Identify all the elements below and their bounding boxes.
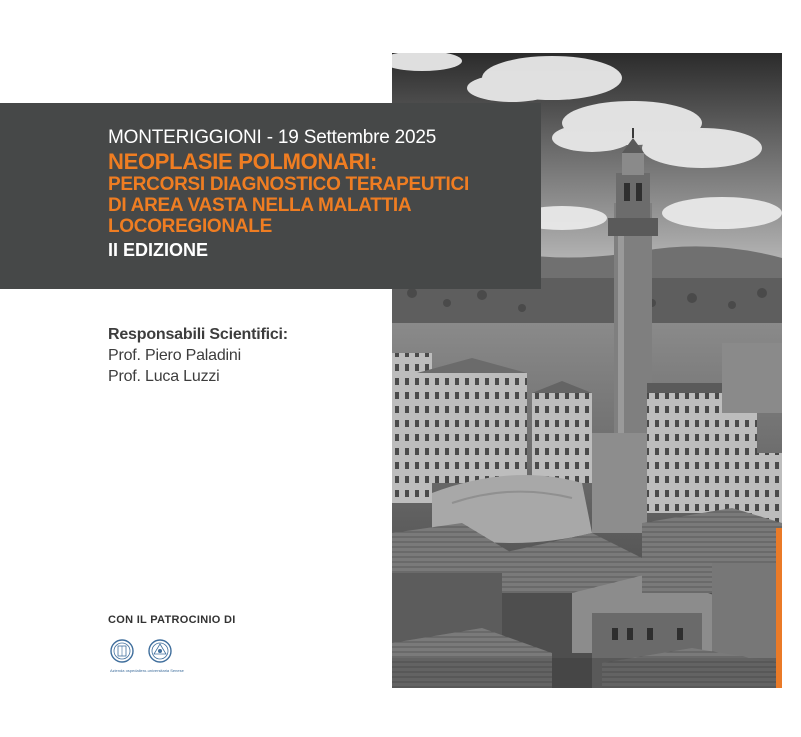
edition-label: II EDIZIONE: [108, 240, 209, 260]
accent-strip: [776, 528, 782, 688]
university-seal-icon: [149, 640, 171, 662]
banner-content: [108, 127, 529, 261]
event-date-location: MONTERIGGIONI - 19 Settembre 2025: [108, 127, 437, 148]
patronage-label: CON IL PATROCINIO DI: [108, 614, 236, 626]
event-title-line-1: NEOPLASIE POLMONARI:: [108, 149, 378, 174]
responsible-name-2: Prof. Luca Luzzi: [108, 368, 220, 385]
responsibles-heading: Responsabili Scientifici:: [108, 326, 288, 343]
event-title-line-2: PERCORSI DIAGNOSTICO TERAPEUTICI: [108, 174, 469, 195]
scientific-responsibles: [108, 324, 288, 387]
patronage-seals: [110, 636, 190, 676]
responsible-name-1: Prof. Piero Paladini: [108, 347, 241, 364]
event-title-line-4: LOCOREGIONALE: [108, 216, 272, 237]
seal-caption: Azienda ospedaliero-universitaria Senese: [110, 668, 184, 673]
event-title-line-3: DI AREA VASTA NELLA MALATTIA: [108, 195, 412, 216]
hospital-seal-icon: [111, 640, 133, 662]
title-banner: [0, 103, 541, 289]
